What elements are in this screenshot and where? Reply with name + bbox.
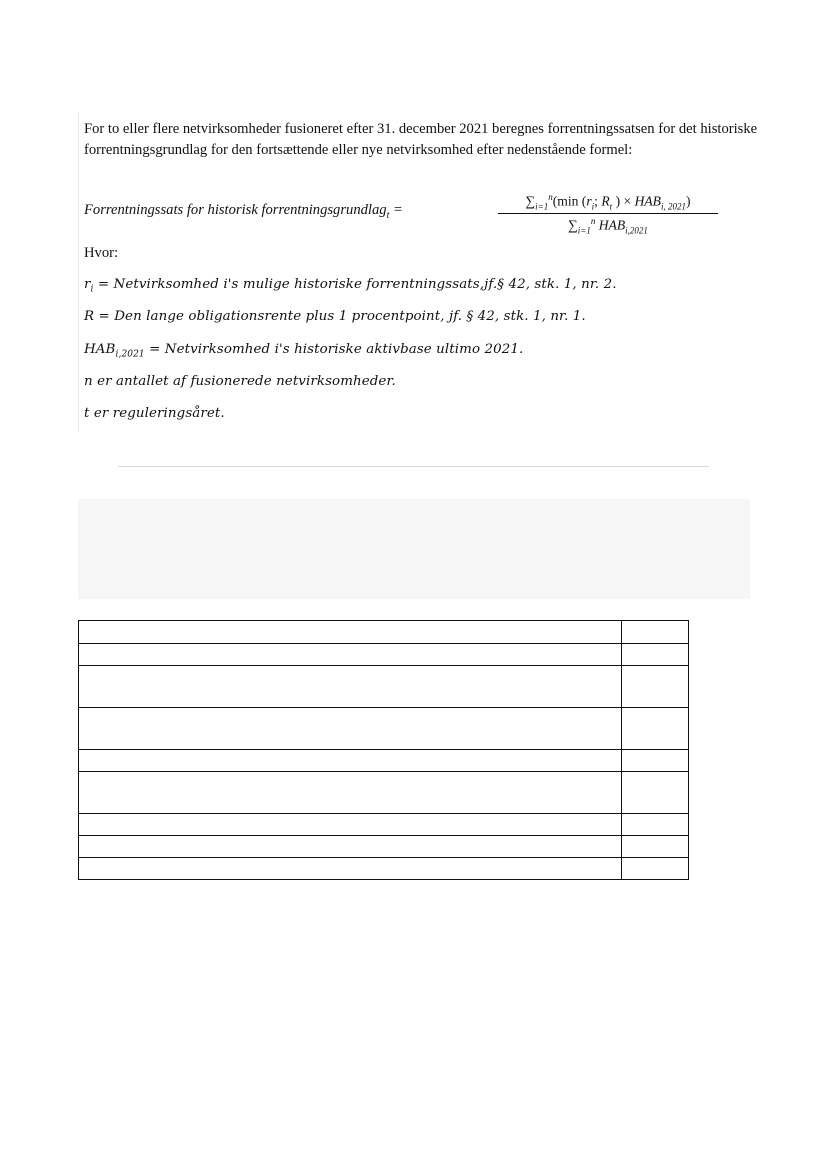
formula-fraction (498, 192, 718, 236)
table-row (79, 621, 689, 644)
table-cell (622, 836, 689, 858)
table-cell (79, 621, 622, 644)
table-row (79, 644, 689, 666)
horizontal-divider (118, 466, 709, 467)
empty-table (78, 620, 689, 880)
table-cell (79, 814, 622, 836)
table-cell (79, 708, 622, 750)
definition-HAB: $HAB_{i,2021}$ = Netvirksomhed i's historiske aktivbase ultimo 2021. (84, 342, 524, 360)
table-cell (622, 858, 689, 880)
definition-n: n er antallet af fusionerede netvirksomheder. (84, 374, 396, 389)
table-row (79, 836, 689, 858)
table-cell (79, 644, 622, 666)
table-cell (622, 814, 689, 836)
table-cell (79, 858, 622, 880)
table-cell (622, 708, 689, 750)
formula-lhs: Forrentningssats for historisk forrentningsgrundlag$_t$ = (84, 202, 403, 221)
table-row (79, 814, 689, 836)
intro-paragraph: For to eller flere netvirksomheder fusioneret efter 31. december 2021 beregnes forrentningssatsen for det historiske forrentningsgrundlag for den fortsættende eller nye netvirksomhed efter nedenstående formel: (84, 121, 758, 158)
formula-denominator: $\sum_{i=1}^n$ $HAB_{i,2021}$ (568, 216, 648, 236)
table-row (79, 750, 689, 772)
table-cell (79, 666, 622, 708)
table-cell (622, 772, 689, 814)
table-cell (622, 750, 689, 772)
definition-t: t er reguleringsåret. (84, 406, 225, 421)
table-cell (622, 666, 689, 708)
definition-r: $r_i$ = Netvirksomhed i's mulige historiske forrentningssats,jf.§ 42, stk. 1, nr. 2. (84, 277, 617, 295)
table-cell (622, 644, 689, 666)
table-cell (79, 750, 622, 772)
table-row (79, 708, 689, 750)
table-row (79, 858, 689, 880)
table-cell (79, 772, 622, 814)
table-cell (79, 836, 622, 858)
where-label: Hvor: (84, 245, 119, 261)
table-row (79, 666, 689, 708)
empty-gray-panel (78, 499, 750, 599)
formula-numerator: $\sum_{i=1}^n(\min$ ($r_i$; $R_t$ ) × $HAB_{i, 2021}$) (498, 192, 718, 214)
table-row (79, 772, 689, 814)
interest-rate-formula (84, 192, 764, 236)
table-cell (622, 621, 689, 644)
definition-R: R = Den lange obligationsrente plus 1 procentpoint, jf. § 42, stk. 1, nr. 1. (84, 309, 586, 324)
